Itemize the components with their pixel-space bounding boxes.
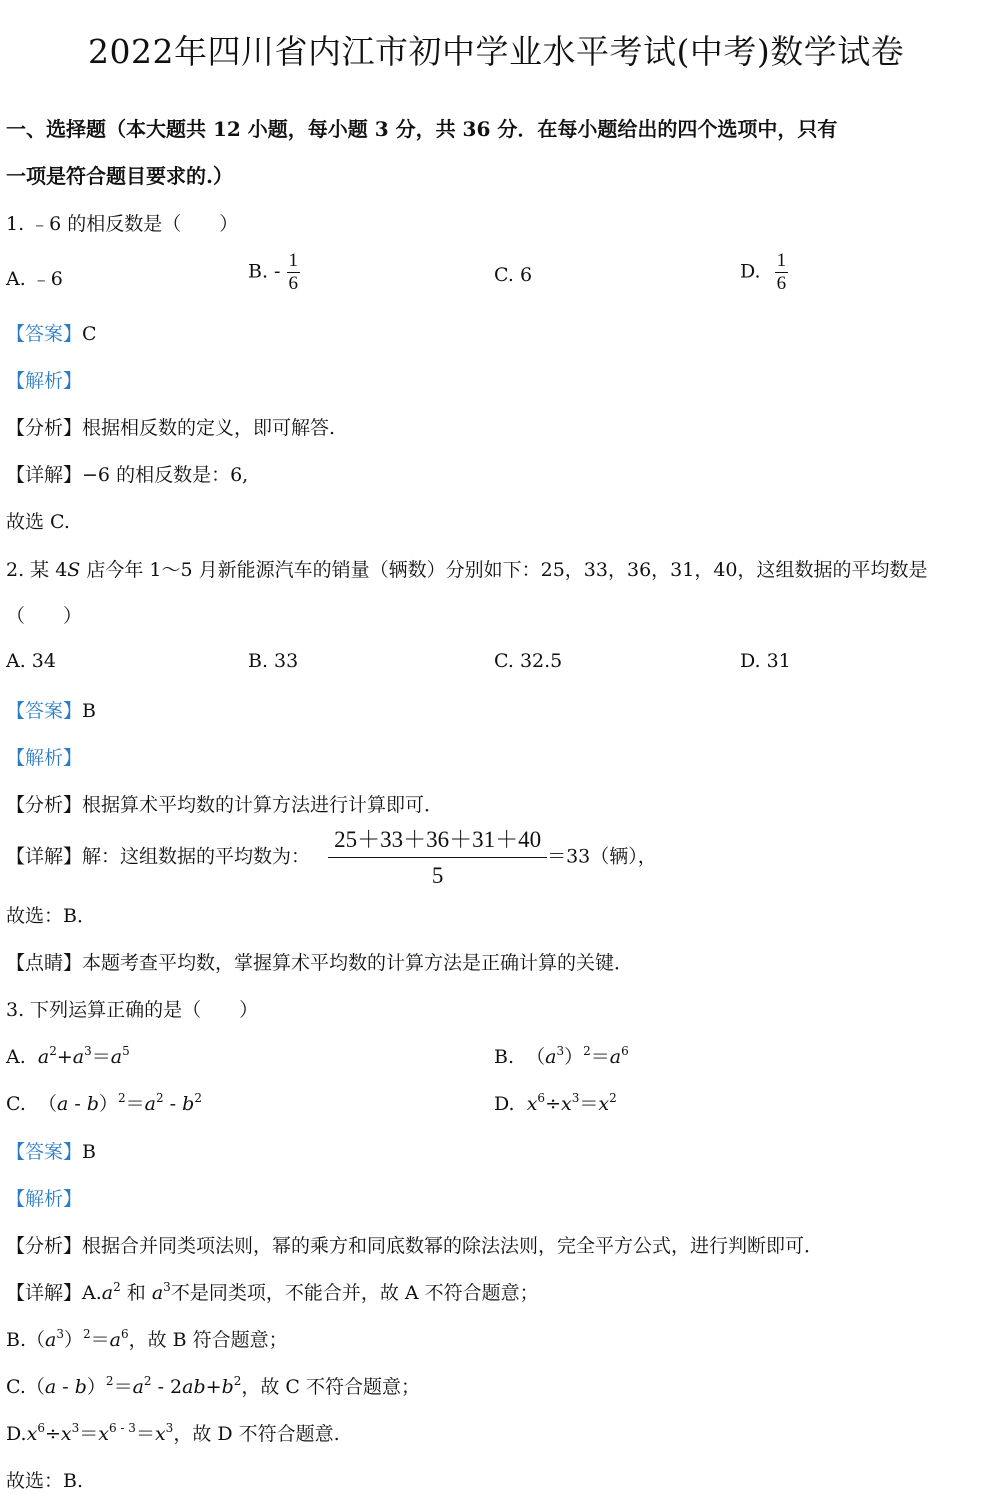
q1-option-b-numerator: 1: [288, 250, 299, 271]
q3-detail-d-pre: D.: [6, 1423, 27, 1445]
q1-detail-text: −6 的相反数是：6,: [82, 464, 249, 486]
q3-detail-b-post: ，故 B 符合题意；: [128, 1329, 288, 1351]
q3-option-d-label: D.: [494, 1093, 515, 1115]
q3-detail-d-post: ，故 D 不符合题意.: [173, 1423, 340, 1445]
q3-option-b-label: B.: [494, 1046, 515, 1068]
q1-option-b-denominator: 6: [288, 272, 299, 294]
q1-option-b-prefix: B. -: [248, 260, 281, 283]
q1-option-d-prefix: D.: [740, 260, 761, 283]
q1-option-d-numerator: 1: [776, 250, 787, 271]
q3-answer-tag: 【答案】: [6, 1141, 83, 1163]
q2-mean-denominator: 5: [431, 862, 444, 888]
q1-option-d: [740, 250, 788, 295]
q1-option-b: [248, 250, 300, 295]
q1-fenxi: [6, 413, 335, 440]
q2-stem-part2: 店今年 1～5 月新能源汽车的销量（辆数）分别如下：25，33，36，31，40，这组数据的平均数是: [80, 559, 928, 581]
q1-answer: [6, 319, 97, 346]
q3-option-b: B. $(a^3)^2=a^6$: [494, 1044, 629, 1068]
q2-option-c: C. 32.5: [494, 650, 563, 672]
q3-option-d: D. $x^6\div x^3=x^2$: [494, 1091, 617, 1115]
q1-fenxi-text: 根据相反数的定义，即可解答.: [82, 417, 336, 439]
q2-conclusion: 故选：B．: [6, 905, 96, 927]
q3-answer-value: B: [82, 1141, 96, 1163]
q2-analysis-label: 【解析】: [6, 747, 83, 769]
section-heading-line1: 一、选择题（本大题共 12 小题，每小题 3 分，共 36 分．在每小题给出的四个选项中，只有: [6, 117, 838, 141]
q1-stem: 1. ﹣6 的相反数是（ ）: [6, 213, 239, 235]
q3-option-c: C. $(a - b)^2=a^2 - b^2$: [6, 1091, 202, 1115]
q3-detail-a-post: 不是同类项，不能合并，故 A 不符合题意；: [170, 1282, 539, 1304]
q1-option-d-fraction: [775, 250, 789, 295]
q1-option-d-denominator: 6: [776, 272, 787, 294]
q3-fenxi-tag: 【分析】: [6, 1235, 83, 1257]
q1-fenxi-tag: 【分析】: [6, 417, 83, 439]
q3-fenxi-text: 根据合并同类项法则，幂的乘方和同底数幂的除法法则，完全平方公式，进行判断即可．: [82, 1235, 824, 1257]
q2-fenxi-text: 根据算术平均数的计算方法进行计算即可．: [82, 794, 444, 816]
q2-option-a: A. 34: [6, 650, 56, 672]
q2-answer-tag: 【答案】: [6, 700, 83, 722]
q2-option-b: B. 33: [248, 650, 299, 672]
q3-detail-c-pre: C.（: [6, 1376, 45, 1398]
q2-fenxi-tag: 【分析】: [6, 794, 83, 816]
q2-answer: [6, 696, 96, 723]
q3-analysis-label: 【解析】: [6, 1188, 83, 1210]
q2-detail: [6, 826, 657, 889]
q1-detail: [6, 460, 248, 487]
q2-stem-paren: （ ）: [6, 605, 83, 627]
q3-detail-c: $C.(a - b)^2=a^2 - 2ab+b^2$，故 C 不符合题意；: [6, 1374, 420, 1398]
q2-detail-tag: 【详解】: [6, 845, 83, 868]
q2-detail-text: 解：这组数据的平均数为：: [82, 845, 311, 868]
q2-option-d: D. 31: [740, 650, 791, 672]
q2-dianjing: [6, 948, 633, 975]
q3-detail-c-post: ，故 C 不符合题意；: [241, 1376, 420, 1398]
q3-conclusion: 故选：B.: [6, 1470, 84, 1492]
q3-answer: [6, 1137, 96, 1164]
q1-option-a: A. ﹣6: [6, 268, 63, 290]
q3-detail-tag: 【详解】: [6, 1282, 83, 1304]
q3-detail-a-mid: 和: [120, 1282, 152, 1304]
q2-answer-value: B: [82, 700, 96, 722]
q3-detail-b-pre: B.（: [6, 1329, 46, 1351]
section-heading-line2: 一项是符合题目要求的.）: [6, 164, 233, 188]
q2-stem: [6, 555, 928, 582]
q2-mean-fraction: [328, 826, 547, 889]
q2-dianjing-tag: 【点睛】: [6, 952, 83, 974]
q3-detail-b: $B.(a^3)^2=a^6$，故 B 符合题意；: [6, 1327, 288, 1351]
q3-fenxi: [6, 1231, 823, 1258]
q2-analysis-tag: [6, 743, 82, 770]
q3-detail-a: 【详解】$A.a^2$ 和 $a^3$不是同类项，不能合并，故 A 不符合题意；: [6, 1280, 539, 1304]
q2-stem-s: S: [67, 559, 81, 581]
q1-answer-tag: 【答案】: [6, 323, 83, 345]
q1-conclusion: 故选 C.: [6, 511, 70, 533]
q2-detail-result: ＝33（辆），: [547, 845, 657, 868]
q2-dianjing-text: 本题考查平均数，掌握算术平均数的计算方法是正确计算的关键．: [82, 952, 634, 974]
q1-detail-tag: 【详解】: [6, 464, 83, 486]
q1-answer-value: C: [82, 323, 97, 345]
q1-analysis-label: 【解析】: [6, 370, 83, 392]
q2-stem-part1: 2. 某 4: [6, 559, 68, 581]
page-title: 2022年四川省内江市初中学业水平考试(中考)数学试卷: [88, 32, 905, 71]
q1-option-c: C. 6: [494, 264, 533, 286]
q3-analysis-tag: [6, 1184, 82, 1211]
q1-analysis-tag: [6, 366, 82, 393]
q2-mean-numerator: 25＋33＋36＋31＋40: [328, 826, 547, 858]
q3-option-c-label: C.: [6, 1093, 26, 1115]
q1-option-b-fraction: [287, 250, 301, 295]
q3-detail-a-pre: A.: [82, 1282, 102, 1304]
q3-option-a-label: A.: [6, 1046, 26, 1068]
q3-detail-d: $D.x^6\div x^3=x^{6 - 3}=x^3$，故 D 不符合题意.: [6, 1421, 340, 1445]
q2-fenxi: [6, 790, 443, 817]
q3-option-a: A. $a^2+a^3=a^5$: [6, 1044, 130, 1068]
q3-stem: 3. 下列运算正确的是（ ）: [6, 999, 259, 1021]
